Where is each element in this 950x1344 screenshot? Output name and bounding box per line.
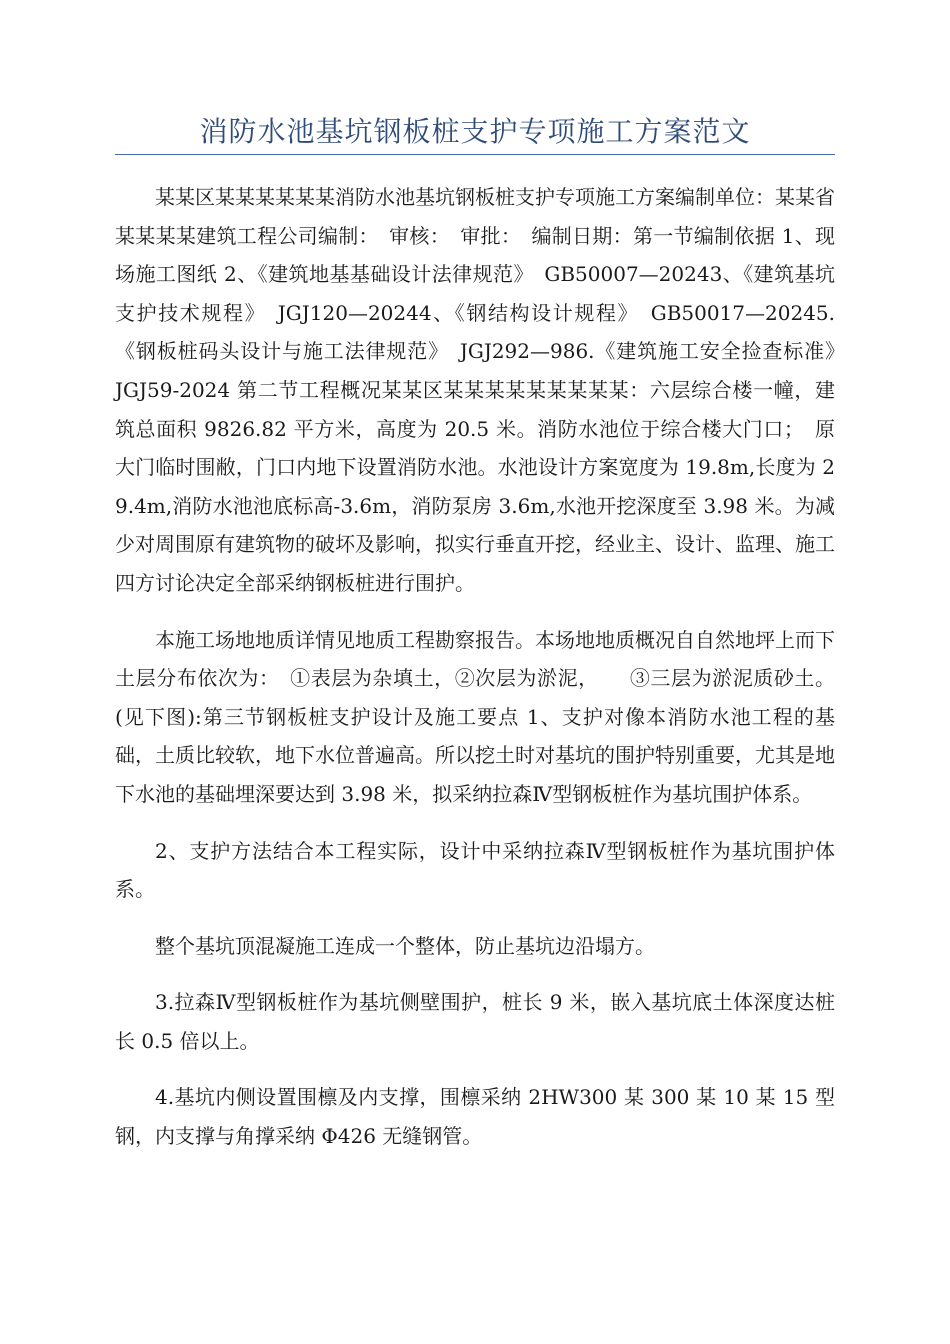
- title-underline: [115, 154, 835, 155]
- paragraph-5: 3.拉森Ⅳ型钢板桩作为基坑侧壁围护，桩长 9 米，嵌入基坑底土体深度达桩长 0.5 倍以上。: [115, 990, 835, 1053]
- paragraph-3: 2、支护方法结合本工程实际，设计中采纳拉森Ⅳ型钢板桩作为基坑围护体系。: [115, 838, 835, 902]
- document-title: 消防水池基坑钢板桩支护专项施工方案范文: [199, 115, 751, 148]
- paragraph-4: 整个基坑顶混凝施工连成一个整体，防止基坑边沿塌方。: [155, 933, 655, 958]
- paragraph-2: 本施工场地地质详情见地质工程勘察报告。本场地地质概况自自然地坪上而下土层分布依次为： ①表层为杂填土，②次层为淤泥， ③三层为淤泥质砂土。(见下图):第三节钢板桩支护设计及施工要点 1、支护对像本消防水池工程的基础，土质比较软，地下水位普遍高。所以挖土时对基坑的围护特别重要，尤其是地下水池的基础埋深要达到 3.98 米，拟采纳拉森Ⅳ型钢板桩作为基坑围护体系。: [115, 627, 835, 806]
- document-body: [115, 178, 855, 1174]
- paragraph-1: 某某区某某某某某某消防水池基坑钢板桩支护专项施工方案编制单位：某某省某某某某建筑工程公司编制： 审核： 审批： 编制日期：第一节编制依据 1、现场施工图纸 2、《建筑地基基础设计法律规范》 GB50007—20243、《建筑基坑支护技术规程》 JGJ120—20244、《钢结构设计规程》 GB50017—20245.《钢板桩码头设计与施工法律规范》 JGJ292—986.《建筑施工安全捡查标准》 JGJ59-2024 第二节工程概况某某区某某某某某某某某某：六层综合楼一幢，建筑总面积 9826.82 平方米，高度为 20.5 米。消防水池位于综合楼大门口； 原大门临时围敝，门口内地下设置消防水池。水池设计方案宽度为 19.8m,长度为 29.4m,消防水池池底标高-3.6m，消防泵房 3.6m,水池开挖深度至 3.98 米。为减少对周围原有建筑物的破坏及影响，拟实行垂直开挖，经业主、设计、监理、施工四方讨论决定全部采纳钢板桩进行围护。: [115, 185, 855, 595]
- paragraph-6: 4.基坑内侧设置围檩及内支撑，围檩采纳 2HW300 某 300 某 10 某 15 型钢，内支撑与角撑采纳 Φ426 无缝钢管。: [115, 1085, 835, 1149]
